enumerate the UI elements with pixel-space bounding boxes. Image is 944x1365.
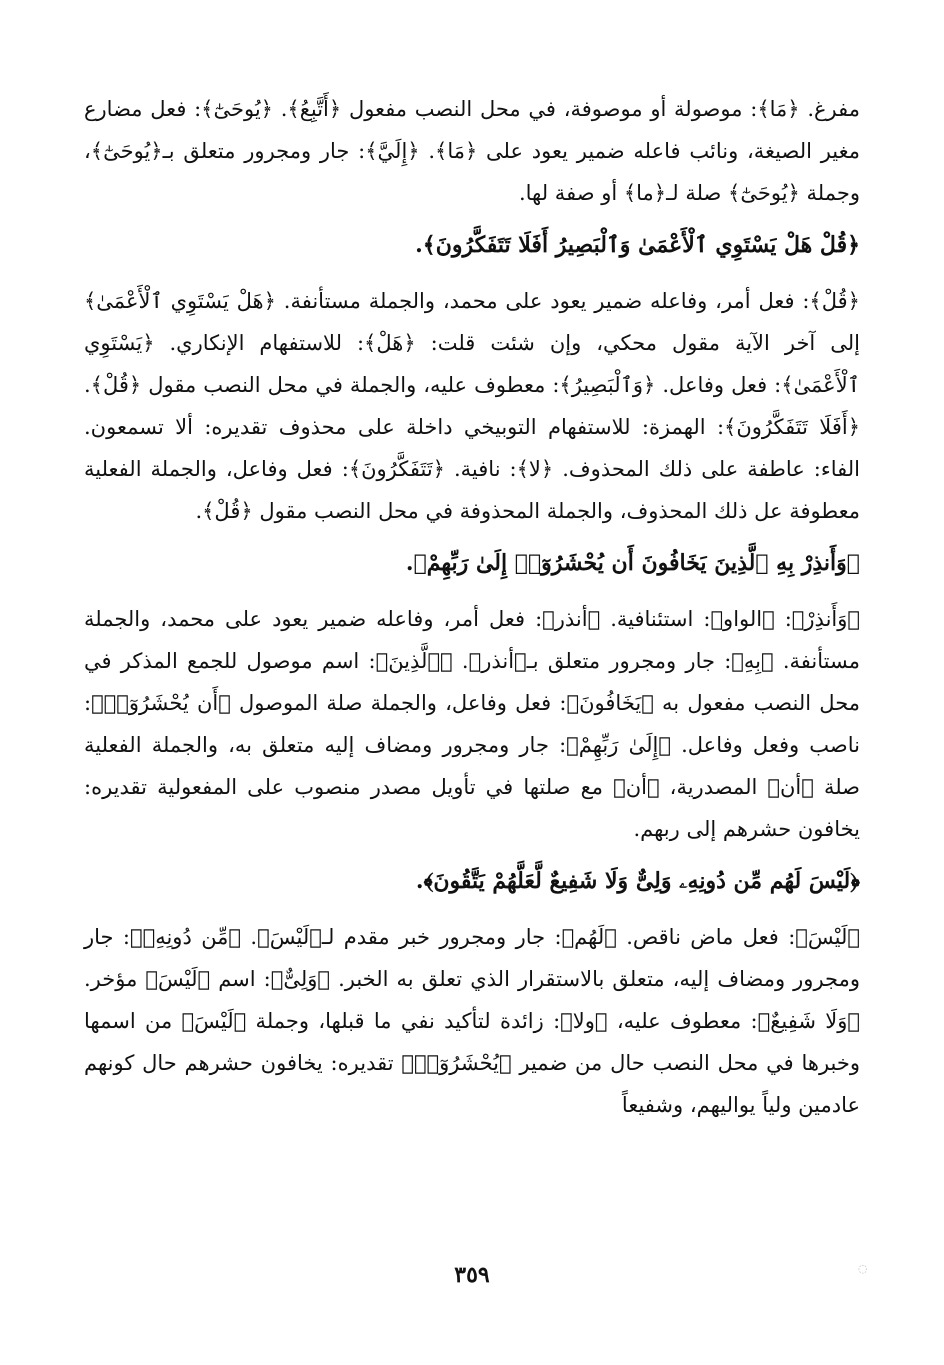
page-text [84, 88, 860, 1126]
paragraph-1: مفرغ. ﴿مَا﴾: موصولة أو موصوفة، في محل النصب مفعول ﴿أَتَّبِعُ﴾. ﴿يُوحَىٰٓ﴾: فعل مضارع مغير الصيغة، ونائب فاعله ضمير يعود على ﴿مَا﴾. ﴿إِلَيَّ﴾: جار ومجرور متعلق بـ﴿يُوحَىٰٓ﴾، وجملة ﴿يُوحَىٰٓ﴾ صلة لـ﴿ما﴾ أو صفة لها. [84, 97, 860, 205]
verse-3: ﴿لَيْسَ لَهُم مِّن دُونِهِۦ وَلِىٌّ وَلَا شَفِيعٌ لَّعَلَّهُمْ يَتَّقُونَ﴾. [415, 868, 860, 894]
margin-mark-icon: ◌ [858, 1262, 868, 1275]
verse-2: ﴿وَأَنذِرْ بِهِ ٱلَّذِينَ يَخَافُونَ أَن يُحْشَرُوٓا۟ إِلَىٰ رَبِّهِمْ﴾. [405, 550, 860, 576]
paragraph-3: ﴿وَأَنذِرْ﴾: ﴿الواو﴾: استئنافية. ﴿أنذر﴾: فعل أمر، وفاعله ضمير يعود على محمد، والجملة مستأنفة. ﴿بِهِ﴾: جار ومجرور متعلق بـ﴿أنذر﴾. ﴿ٱلَّذِينَ﴾: اسم موصول للجمع المذكر في محل النصب مفعول به ﴿يَخَافُونَ﴾: فعل وفاعل، والجملة صلة الموصول ﴿أَن يُحْشَرُوٓا۟﴾: ناصب وفعل وفاعل. ﴿إِلَىٰ رَبِّهِمْ﴾: جار ومجرور ومضاف إليه متعلق به، والجملة الفعلية صلة ﴿أن﴾ المصدرية، ﴿أن﴾ مع صلتها في تأويل مصدر منصوب على المفعولية تقديره: يخافون حشرهم إلى ربهم. [84, 607, 860, 841]
paragraph-2: ﴿قُلْ﴾: فعل أمر، وفاعله ضمير يعود على محمد، والجملة مستأنفة. ﴿هَلْ يَسْتَوِي ٱلْأَعْمَىٰ﴾ إلى آخر الآية مقول محكي، وإن شئت قلت: ﴿هَلْ﴾: للاستفهام الإنكاري. ﴿يَسْتَوِي ٱلْأَعْمَىٰ﴾: فعل وفاعل. ﴿وَٱلْبَصِيرُ﴾: معطوف عليه، والجملة في محل النصب مقول ﴿قُلْ﴾. ﴿أَفَلَا تَتَفَكَّرُونَ﴾: الهمزة: للاستفهام التوبيخي داخلة على محذوف تقديره: ألا تسمعون. الفاء: عاطفة على ذلك المحذوف. ﴿لا﴾: نافية. ﴿تَتَفَكَّرُونَ﴾: فعل وفاعل، والجملة الفعلية معطوفة عل ذلك المحذوف، والجملة المحذوفة في محل النصب مقول ﴿قُلْ﴾. [84, 289, 860, 523]
page-number: ٣٥٩ [454, 1262, 490, 1288]
verse-1: ﴿قُلْ هَلْ يَسْتَوِي ٱلْأَعْمَىٰ وَٱلْبَصِيرُ أَفَلَا تَتَفَكَّرُونَ﴾. [415, 232, 860, 258]
paragraph-4: ﴿لَيْسَ﴾: فعل ماض ناقص. ﴿لَهُم﴾: جار ومجرور خبر مقدم لـ﴿لَيْسَ﴾. ﴿مِّن دُونِهِۦ﴾: جار ومجرور ومضاف إليه، متعلق بالاستقرار الذي تعلق به الخبر. ﴿وَلِىٌّ﴾: اسم ﴿لَيْسَ﴾ مؤخر. ﴿وَلَا شَفِيعٌ﴾: معطوف عليه، ﴿ولا﴾: زائدة لتأكيد نفي ما قبلها، وجملة ﴿لَيْسَ﴾ من اسمها وخبرها في محل النصب حال من ضمير ﴿يُحْشَرُوٓا۟﴾ تقديره: يخافون حشرهم حال كونهم عادمين ولياً يواليهم، وشفيعاً [84, 925, 860, 1117]
